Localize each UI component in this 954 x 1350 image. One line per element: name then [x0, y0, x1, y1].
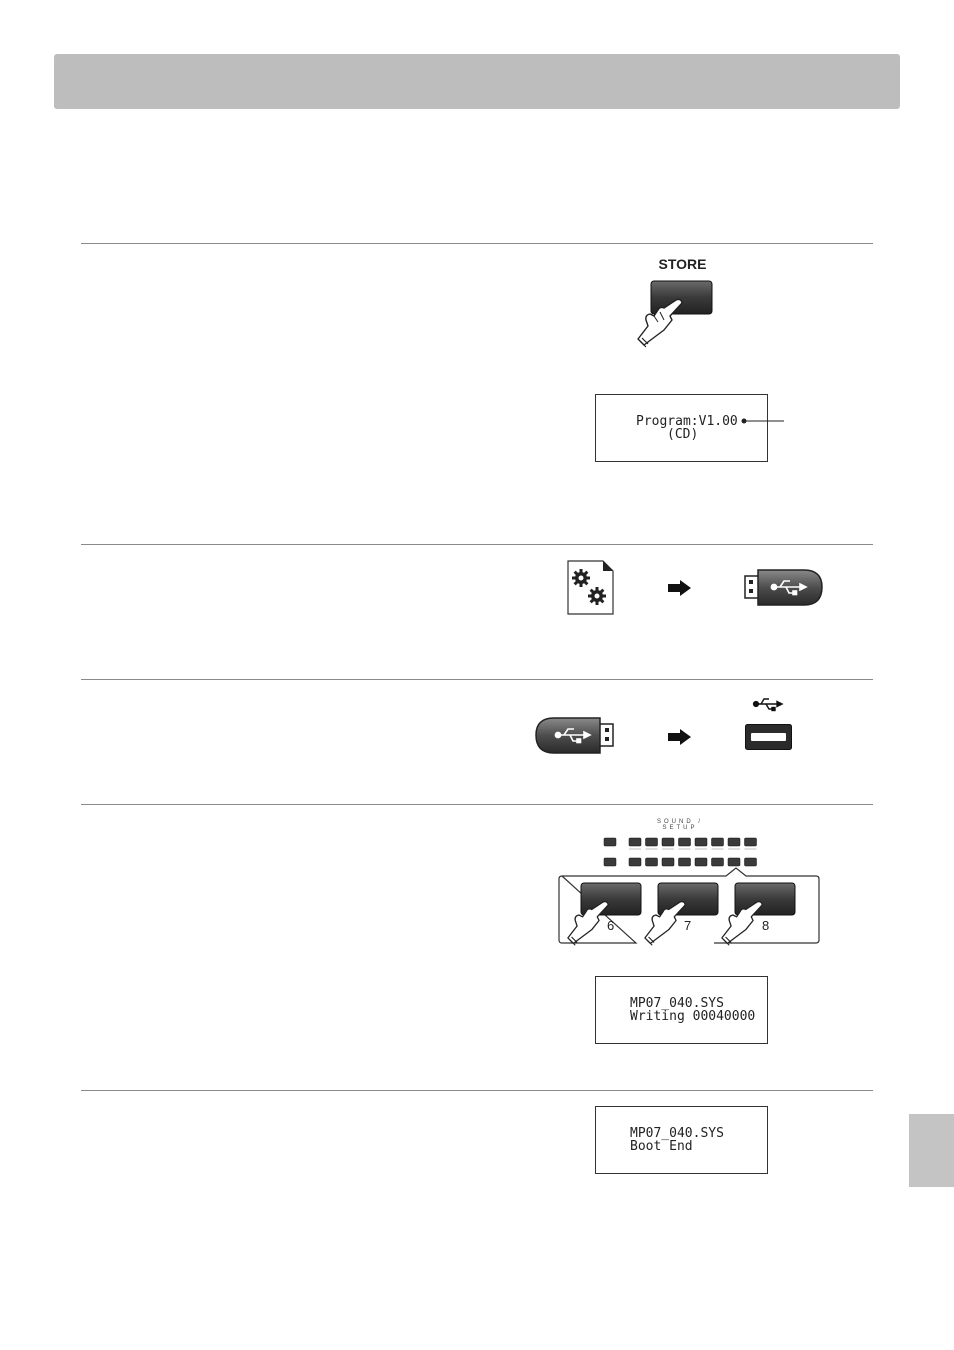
panel-section-label: SOUND / SETUP [656, 819, 703, 831]
mini-panel-button [745, 858, 757, 866]
mini-panel-button [712, 858, 724, 866]
button-number-7: 7 [684, 918, 692, 933]
mini-panel-button [712, 838, 724, 846]
mini-panel-button [662, 858, 674, 866]
usb-symbol-icon [753, 697, 783, 711]
usb-drive-icon [534, 716, 614, 756]
lcd-line-1: MP07_040.SYS [630, 1126, 724, 1141]
mini-panel-button [679, 858, 691, 866]
mini-panel-button [728, 858, 740, 866]
section-divider [81, 1090, 873, 1091]
chapter-tab [909, 1114, 954, 1187]
mini-panel-button [629, 858, 641, 866]
mini-panel-button [745, 838, 757, 846]
mini-panel-button [646, 858, 658, 866]
mini-panel-button [662, 838, 674, 846]
section-divider [81, 804, 873, 805]
usb-port-icon [745, 724, 792, 750]
mini-panel-button [629, 838, 641, 846]
arrow-right-icon [668, 729, 692, 745]
arrow-right-icon [668, 580, 692, 596]
lcd-line-1: Program:V1.00 [636, 414, 738, 429]
mini-panel-button [728, 838, 740, 846]
mini-panel-button [679, 838, 691, 846]
store-label: STORE [658, 256, 707, 272]
mini-panel-button [604, 838, 616, 846]
lcd-display-program [595, 394, 768, 462]
finger-press-icon [564, 893, 614, 948]
lcd-line-2: Boot End [630, 1139, 693, 1154]
section-divider [81, 679, 873, 680]
mini-panel-button [604, 858, 616, 866]
section-divider [81, 243, 873, 244]
finger-press-icon [718, 893, 768, 948]
finger-press-icon [641, 893, 691, 948]
usb-drive-icon [744, 568, 824, 608]
mini-panel-button [646, 838, 658, 846]
mini-panel-button [695, 858, 707, 866]
button-number-6: 6 [607, 918, 615, 933]
settings-file-icon [567, 560, 615, 615]
section-divider [81, 544, 873, 545]
lcd-display-boot-end [595, 1106, 768, 1174]
lcd-display-writing [595, 976, 768, 1044]
button-number-8: 8 [762, 918, 770, 933]
lcd-line-2: (CD) [667, 427, 699, 442]
header-bar [54, 54, 900, 109]
finger-press-icon [636, 290, 686, 350]
lcd-line-2: Writing 00040000 [630, 1009, 756, 1024]
lcd-line-1: MP07_040.SYS [630, 996, 724, 1011]
callout-pointer [740, 416, 785, 426]
mini-panel-button [695, 838, 707, 846]
